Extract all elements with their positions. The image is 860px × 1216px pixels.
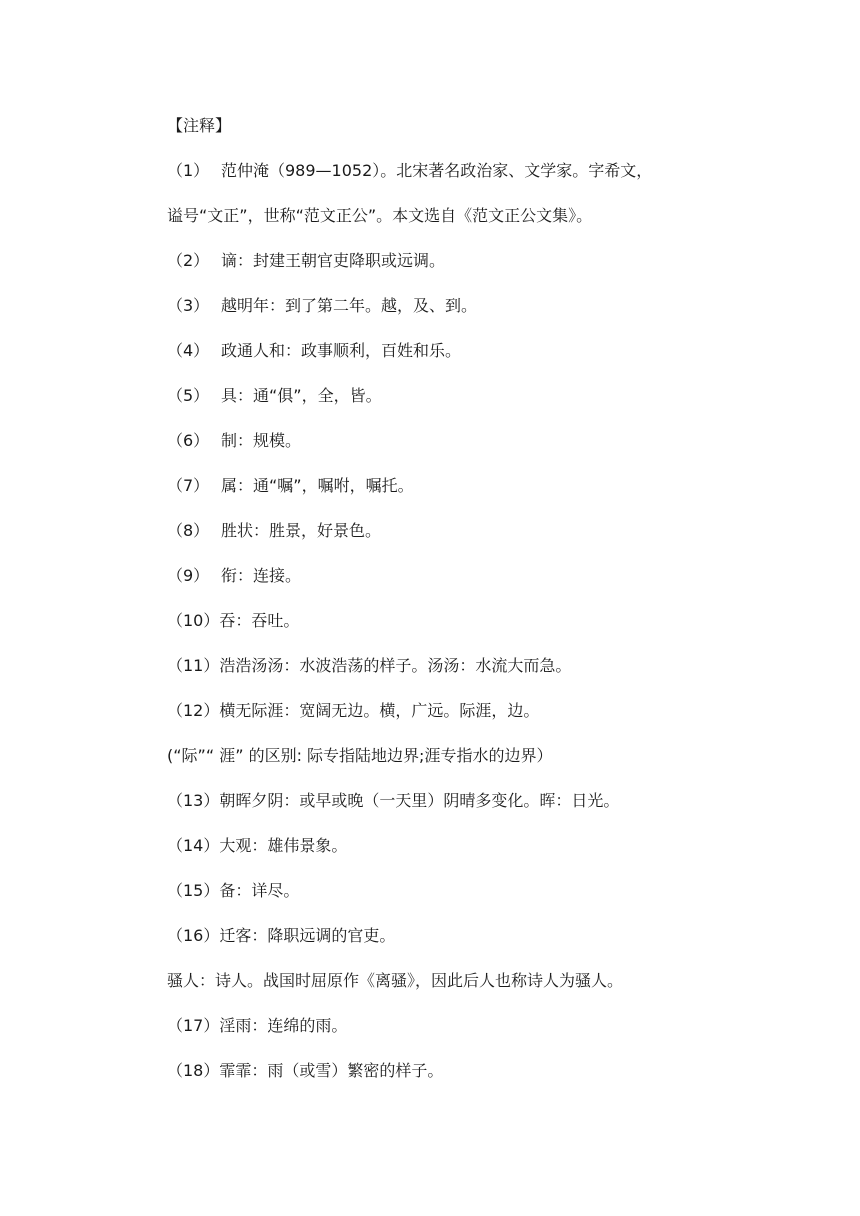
note-text: 制：规模。 [221, 431, 302, 450]
note-item [167, 835, 697, 880]
note-item [167, 655, 697, 700]
note-item [167, 790, 697, 835]
note-number: （7） [167, 476, 210, 495]
note-text: 越明年：到了第二年。越，及、到。 [221, 296, 478, 315]
note-item [167, 430, 697, 475]
note-item [167, 565, 697, 610]
note-item [167, 475, 697, 520]
note-number: （9） [167, 566, 210, 585]
note-item [167, 250, 697, 295]
note-item [167, 1060, 697, 1105]
note-text: 朝晖夕阴：或早或晚（一天里）阴晴多变化。晖：日光。 [219, 791, 620, 810]
note-text: 迁客：降职远调的官吏。 [219, 926, 396, 945]
note-text: 吞：吞吐。 [219, 611, 300, 630]
note-number: （10） [167, 611, 220, 630]
note-text: 霏霏：雨（或雪）繁密的样子。 [219, 1061, 444, 1080]
note-item [167, 340, 697, 385]
note-number: （15） [167, 881, 220, 900]
notes-list [167, 160, 697, 1105]
note-text: 浩浩汤汤：水波浩荡的样子。汤汤：水流大而急。 [219, 656, 572, 675]
note-item [167, 385, 697, 430]
note-text: 骚人：诗人。战国时屈原作《离骚》，因此后人也称诗人为骚人。 [167, 971, 624, 990]
note-continuation-line [167, 745, 697, 790]
note-number: （4） [167, 341, 210, 360]
note-number: （3） [167, 296, 210, 315]
note-text: 胜状：胜景，好景色。 [221, 521, 382, 540]
note-number: （11） [167, 656, 220, 675]
note-item [167, 160, 697, 205]
note-number: （16） [167, 926, 220, 945]
note-number: （1） [167, 161, 210, 180]
note-text: 淫雨：连绵的雨。 [219, 1016, 348, 1035]
note-item [167, 880, 697, 925]
note-number: （8） [167, 521, 210, 540]
note-text: 政通人和：政事顺利，百姓和乐。 [221, 341, 462, 360]
note-number: （5） [167, 386, 210, 405]
note-continuation-line [167, 970, 697, 1015]
note-number: （6） [167, 431, 210, 450]
note-number: （18） [167, 1061, 220, 1080]
note-continuation-line [167, 205, 697, 250]
note-number: （14） [167, 836, 220, 855]
note-number: （17） [167, 1016, 220, 1035]
note-text: 横无际涯：宽阔无边。横，广远。际涯，边。 [219, 701, 540, 720]
note-text: 谪：封建王朝官吏降职或远调。 [221, 251, 446, 270]
note-number: （2） [167, 251, 210, 270]
note-text: 谥号“文正”，世称“范文正公”。本文选自《范文正公文集》。 [167, 206, 593, 225]
note-number: （13） [167, 791, 220, 810]
note-item [167, 295, 697, 340]
notes-heading: 【注释】 [167, 116, 232, 135]
note-item [167, 520, 697, 565]
note-item [167, 1015, 697, 1060]
note-item [167, 700, 697, 745]
note-text: 属：通“嘱”，嘱咐，嘱托。 [221, 476, 414, 495]
note-text: (“际”“ 涯” 的区别: 际专指陆地边界;涯专指水的边界） [167, 746, 553, 765]
note-text: 大观：雄伟景象。 [219, 836, 348, 855]
note-text: 备：详尽。 [219, 881, 300, 900]
note-number: （12） [167, 701, 220, 720]
note-text: 衔：连接。 [221, 566, 302, 585]
note-item [167, 925, 697, 970]
note-item [167, 610, 697, 655]
note-text: 范仲淹（989—1052）。北宋著名政治家、文学家。字希文， [221, 161, 653, 180]
note-text: 具：通“俱”，全，皆。 [221, 386, 382, 405]
